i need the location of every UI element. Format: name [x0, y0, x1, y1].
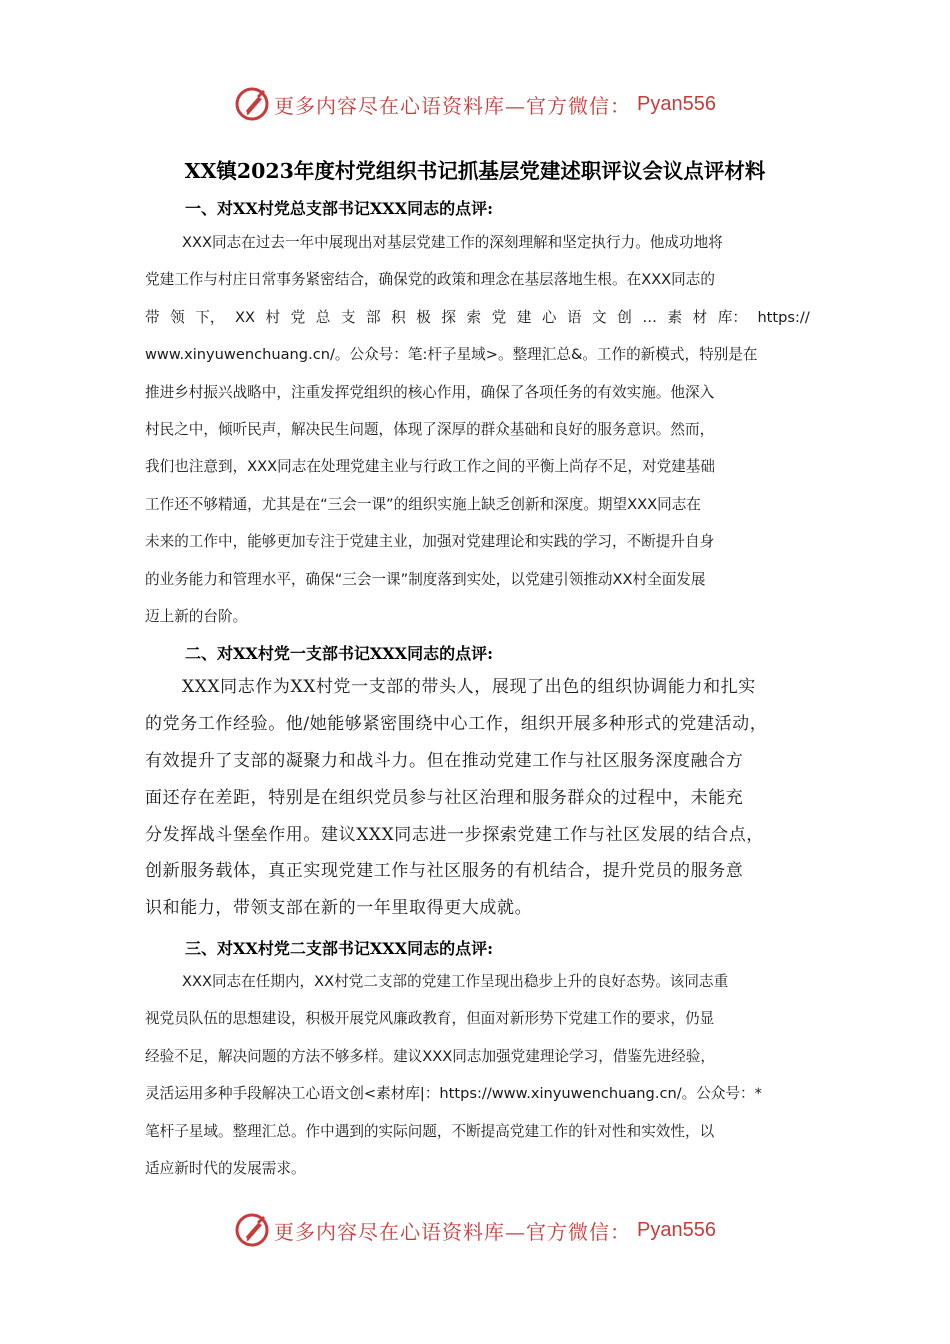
- justified-char: 村: [265, 308, 281, 326]
- banner-text: 更多内容尽在心语资料库—官方微信：: [274, 93, 632, 118]
- paragraph-line: 村民之中，倾听民声，解决民生问题，体现了深厚的群众基础和良好的服务意识。然而，: [145, 420, 715, 438]
- section-body-3: [145, 963, 810, 1187]
- paragraph-line: 分发挥战斗堡垒作用。建议XXX同志进一步探索党建工作与社区发展的结合点，: [145, 824, 764, 845]
- paragraph-line: 灵活运用多种手段解决工心语文创<素材库|：https://www.xinyuwenchuang.cn/。公众号：*: [145, 1085, 762, 1103]
- paragraph-line: 的党务工作经验。他/她能够紧密围绕中心工作，组织开展多种形式的党建活动，: [145, 713, 768, 734]
- justified-char: 部: [365, 308, 381, 326]
- justified-char: 库：: [717, 308, 747, 326]
- justified-char: 积: [391, 308, 406, 326]
- justified-char: 领: [170, 308, 185, 326]
- section-heading-3: 三、对XX村党二支部书记XXX同志的点评:: [185, 939, 493, 958]
- pen-logo-icon: [234, 1212, 270, 1248]
- justified-char: 下，: [195, 308, 225, 326]
- paragraph-line: 面还存在差距，特别是在组织党员参与社区治理和服务群众的过程中，未能充: [145, 787, 744, 808]
- justified-char: 支: [340, 308, 356, 326]
- header-banner: [0, 84, 950, 124]
- justified-char: https://: [757, 308, 810, 326]
- paragraph-line: 识和能力，带领支部在新的一年里取得更大成就。: [145, 898, 533, 919]
- paragraph-line: 经验不足，解决问题的方法不够多样。建议XXX同志加强党建理论学习，借鉴先进经验，: [145, 1047, 715, 1065]
- paragraph-line: 迈上新的台阶。: [145, 607, 248, 625]
- paragraph-line: 党建工作与村庄日常事务紧密结合，确保党的政策和理念在基层落地生根。在XXX同志的: [145, 271, 715, 289]
- justified-char: 材: [692, 308, 708, 326]
- justified-char: 索: [466, 308, 482, 326]
- paragraph-line: XXX同志在过去一年中展现出对基层党建工作的深刻理解和坚定执行力。他成功地将: [182, 234, 723, 251]
- banner-wechat-id: Pyan556: [637, 92, 716, 115]
- justified-char: 心: [541, 308, 557, 326]
- banner-text: 更多内容尽在心语资料库—官方微信：: [274, 1219, 632, 1244]
- paragraph-line: 的业务能力和管理水平，确保“三会一课”制度落到实处，以党建引领推动XX村全面发展: [145, 570, 706, 588]
- footer-banner: [0, 1210, 950, 1250]
- paragraph-line: 笔杆子星域。整理汇总。作中遇到的实际问题，不断提高党建工作的针对性和实效性，以: [145, 1122, 715, 1140]
- justified-char: 语: [566, 308, 582, 326]
- justified-char: 总: [315, 308, 331, 326]
- justified-char: 带: [145, 308, 160, 326]
- justified-char: 党: [290, 308, 306, 326]
- section-heading-1: 一、对XX村党总支部书记XXX同志的点评:: [185, 199, 493, 218]
- paragraph-line: www.xinyuwenchuang.cn/。公众号：笔:杆子星域>。整理汇总&。工作的新模式，特别是在: [145, 346, 758, 364]
- paragraph-line: 创新服务载体，真正实现党建工作与社区服务的有机结合，提升党员的服务意: [145, 861, 744, 882]
- paragraph-line: XXX同志在任期内，XX村党二支部的党建工作呈现出稳步上升的良好态势。该同志重: [182, 973, 729, 990]
- paragraph-line: 工作还不够精通，尤其是在“三会一课”的组织实施上缺乏创新和深度。期望XXX同志在: [145, 495, 701, 513]
- paragraph-line: 适应新时代的发展需求。: [145, 1159, 306, 1177]
- justified-char: 建: [516, 308, 532, 326]
- section-body-1: [145, 224, 810, 635]
- justified-char: 党: [491, 308, 507, 326]
- paragraph-line: 我们也注意到，XXX同志在处理党建主业与行政工作之间的平衡上尚存不足，对党建基础: [145, 458, 715, 476]
- paragraph-line: 视党员队伍的思想建设，积极开展党风廉政教育，但面对新形势下党建工作的要求，仍显: [145, 1010, 715, 1028]
- justified-char: 极: [416, 308, 431, 326]
- justified-char: 创: [617, 308, 632, 326]
- section-heading-2: 二、对XX村党一支部书记XXX同志的点评:: [185, 644, 493, 663]
- banner-wechat-id: Pyan556: [637, 1218, 716, 1241]
- paragraph-line: 未来的工作中，能够更加专注于党建主业，加强对党建理论和实践的学习，不断提升自身: [145, 533, 715, 551]
- paragraph-line: 推进乡村振兴战略中，注重发挥党组织的核心作用，确保了各项任务的有效实施。他深入: [145, 383, 715, 401]
- paragraph-line: 有效提升了支部的凝聚力和战斗力。但在推动党建工作与社区服务深度融合方: [145, 750, 744, 771]
- document-title: XX镇2023年度村党组织书记抓基层党建述职评议会议点评材料: [184, 159, 766, 183]
- paragraph-line-justified: [145, 299, 810, 336]
- justified-char: 探: [441, 308, 456, 326]
- justified-char: XX: [234, 308, 255, 326]
- justified-char: 文: [592, 308, 607, 326]
- paragraph-line: XXX同志作为XX村党一支部的带头人，展现了出色的组织协调能力和扎实: [182, 677, 756, 697]
- justified-char: 素: [667, 308, 683, 326]
- section-body-2: [145, 669, 810, 927]
- pen-logo-icon: [234, 86, 270, 122]
- justified-char: …: [642, 308, 657, 326]
